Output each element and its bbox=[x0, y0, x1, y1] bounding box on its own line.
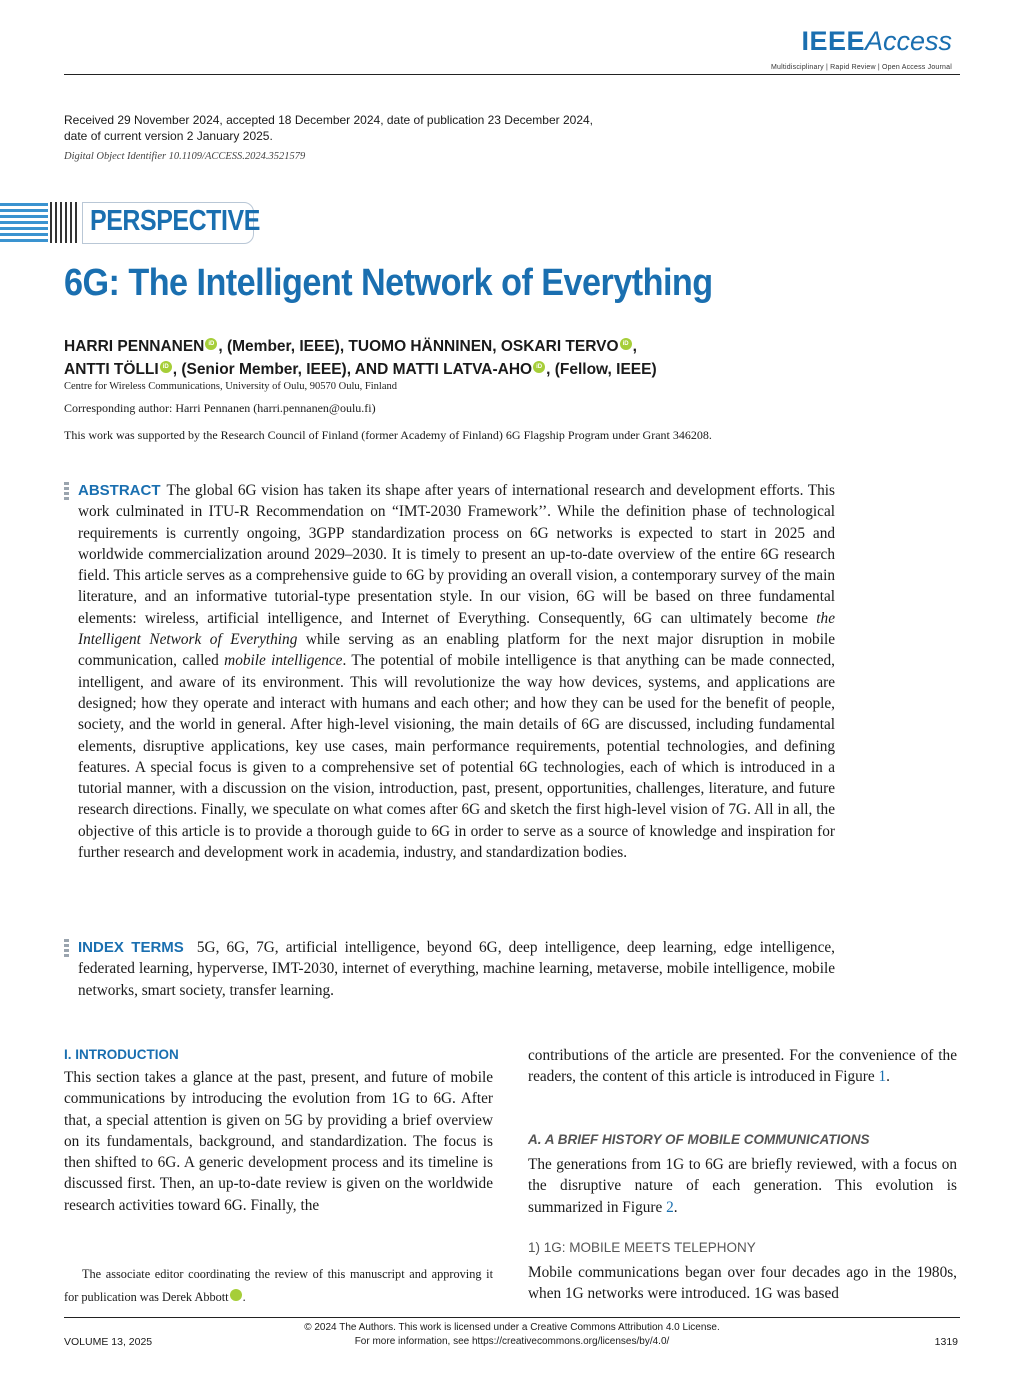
footer-rule bbox=[64, 1317, 960, 1318]
orcid-icon[interactable]: iD bbox=[205, 338, 217, 350]
abstract: ABSTRACT The global 6G vision has taken its shape after years of international research and development efforts. This work culminated in ITU-R Recommendation on “IMT-2030 Framework’’. While the definition phase of technological requirements is currently ongoing, 3GPP standardization process on 6G networks is expected to start in 2025 and worldwide commercialization around 2029–2030. It is timely to present an up-to-date overview of the entire 6G research field. This article serves as a comprehensive guide to 6G by providing an overall vision, a contemporary survey of the main literature, and an informative tutorial-type presentation style. In our vision, 6G will be based on three fundamental elements: wireless, artificial intelligence, and Internet of Everything. Consequently, 6G can ultimately become the Intelligent Network of Everything while serving as an enabling platform for the next major disruption in mobile communication, called mobile intelligence. The potential of mobile intelligence is that anything can be made connected, intelligent, and aware of its environment. This will revolutionize the way how devices, systems, and applications are designed; how they operate and interact with humans and each other; and how they can be used for the benefit of people, society, and the world in general. After high-level visioning, the main details of 6G are discussed, including fundamental elements, disruptive applications, key use cases, main performance requirements, potential technologies, and defining features. A special focus is given to a comprehensive set of potential 6G technologies, each of which is introduced in a tutorial manner, with a discussion on the vision, introduction, past, present, opportunities, challenges, literature, and future research directions. Finally, we speculate on what comes after 6G and sketch the first high-level vision of 7G. All in all, the objective of this article is to provide a thorough guide to 6G in order to serve as a source of knowledge and inspiration for further research and development work in academia, industry, and standardization bodies. bbox=[78, 482, 835, 862]
figure-2-link[interactable]: 2 bbox=[666, 1198, 674, 1216]
section-heading: I. INTRODUCTION bbox=[64, 1047, 179, 1062]
volume-info: VOLUME 13, 2025 bbox=[64, 1336, 153, 1348]
editor-footnote: The associate editor coordinating the review of this manuscript and approving it for publication was Derek Abbott iD. bbox=[64, 1267, 493, 1304]
orcid-icon[interactable]: iD bbox=[620, 338, 632, 350]
author-line-2: ANTTI TÖLLI iD , (Senior Member, IEEE), AND MATTI LATVA-AHO iD , (Fellow, IEEE) bbox=[64, 361, 657, 379]
index-terms: INDEX TERMS 5G, 6G, 7G, artificial intelligence, beyond 6G, deep intelligence, deep learning, edge intelligence, federated learning, hyperverse, IMT-2030, internet of everything, machine learning, metaverse, mobile intelligence, mobile networks, smart society, transfer learning. bbox=[78, 939, 835, 999]
license-line: © 2024 The Authors. This work is licensed under a Creative Commons Attribution 4.0 License. bbox=[304, 1322, 720, 1333]
abstract-label: ABSTRACT bbox=[78, 482, 161, 499]
doi: Digital Object Identifier 10.1109/ACCESS.2024.3521579 bbox=[64, 151, 306, 162]
subsubsection-body: Mobile communications began over four decades ago in the 1980s, when 1G networks were introduced. 1G was based bbox=[528, 1264, 957, 1303]
paper-title: 6G: The Intelligent Network of Everything bbox=[64, 262, 713, 304]
journal-logo: IEEEAccess bbox=[801, 26, 952, 56]
index-terms-marker-icon bbox=[64, 939, 70, 959]
orcid-icon[interactable]: iD bbox=[533, 361, 545, 373]
figure-1-link[interactable]: 1 bbox=[878, 1068, 887, 1086]
abstract-marker-icon bbox=[64, 482, 70, 502]
subsubsection-heading: 1) 1G: MOBILE MEETS TELEPHONY bbox=[528, 1240, 756, 1255]
author-line-1: HARRI PENNANEN iD , (Member, IEEE), TUOMO HÄNNINEN, OSKARI TERVO iD , bbox=[64, 338, 637, 356]
header-rule bbox=[64, 74, 960, 75]
section-body: This section takes a glance at the past, present, and future of mobile communications by introducing the evolution from 1G to 6G. After that, a special attention is given on 5G by providing a brief overview on its fundamentals, background, and standardization. The focus is then shifted to 6G. A generic development process and its timeline is discussed first. Then, an up-to-date review is given on the worldwide research activities toward 6G. Finally, the bbox=[64, 1069, 493, 1214]
subsection-heading: A. A BRIEF HISTORY OF MOBILE COMMUNICATIONS bbox=[528, 1132, 870, 1147]
author-name[interactable]: HARRI PENNANEN bbox=[64, 338, 205, 356]
section-body-continued: contributions of the article are presented. For the convenience of the readers, the content of this article is introduced in Figure 1. bbox=[528, 1047, 957, 1086]
funding-note: This work was supported by the Research Council of Finland (former Academy of Finland) 6G Flagship Program under Grant 346208. bbox=[64, 428, 712, 442]
orcid-icon[interactable]: iD bbox=[160, 361, 172, 373]
author-name[interactable]: ANTTI TÖLLI bbox=[64, 361, 159, 379]
received-dates: Received 29 November 2024, accepted 18 December 2024, date of publication 23 December 2024, date of current version 2 January 2025. bbox=[64, 113, 594, 143]
logo-tagline: Multidisciplinary | Rapid Review | Open Access Journal bbox=[771, 64, 952, 71]
banner-stripes-icon bbox=[0, 200, 82, 244]
license-link[interactable]: For more information, see https://creativecommons.org/licenses/by/4.0/ bbox=[354, 1336, 670, 1347]
subsection-body: The generations from 1G to 6G are briefly reviewed, with a focus on the disruptive nature of each generation. This evolution is summarized in Figure 2. bbox=[528, 1156, 957, 1216]
page-number: 1319 bbox=[934, 1336, 958, 1348]
corresponding-author: Corresponding author: Harri Pennanen (harri.pennanen@oulu.fi) bbox=[64, 401, 376, 415]
affiliation: Centre for Wireless Communications, University of Oulu, 90570 Oulu, Finland bbox=[64, 381, 398, 392]
article-type-label: PERSPECTIVE bbox=[90, 205, 260, 237]
index-terms-label: INDEX TERMS bbox=[78, 939, 184, 956]
orcid-icon[interactable]: iD bbox=[230, 1289, 242, 1301]
